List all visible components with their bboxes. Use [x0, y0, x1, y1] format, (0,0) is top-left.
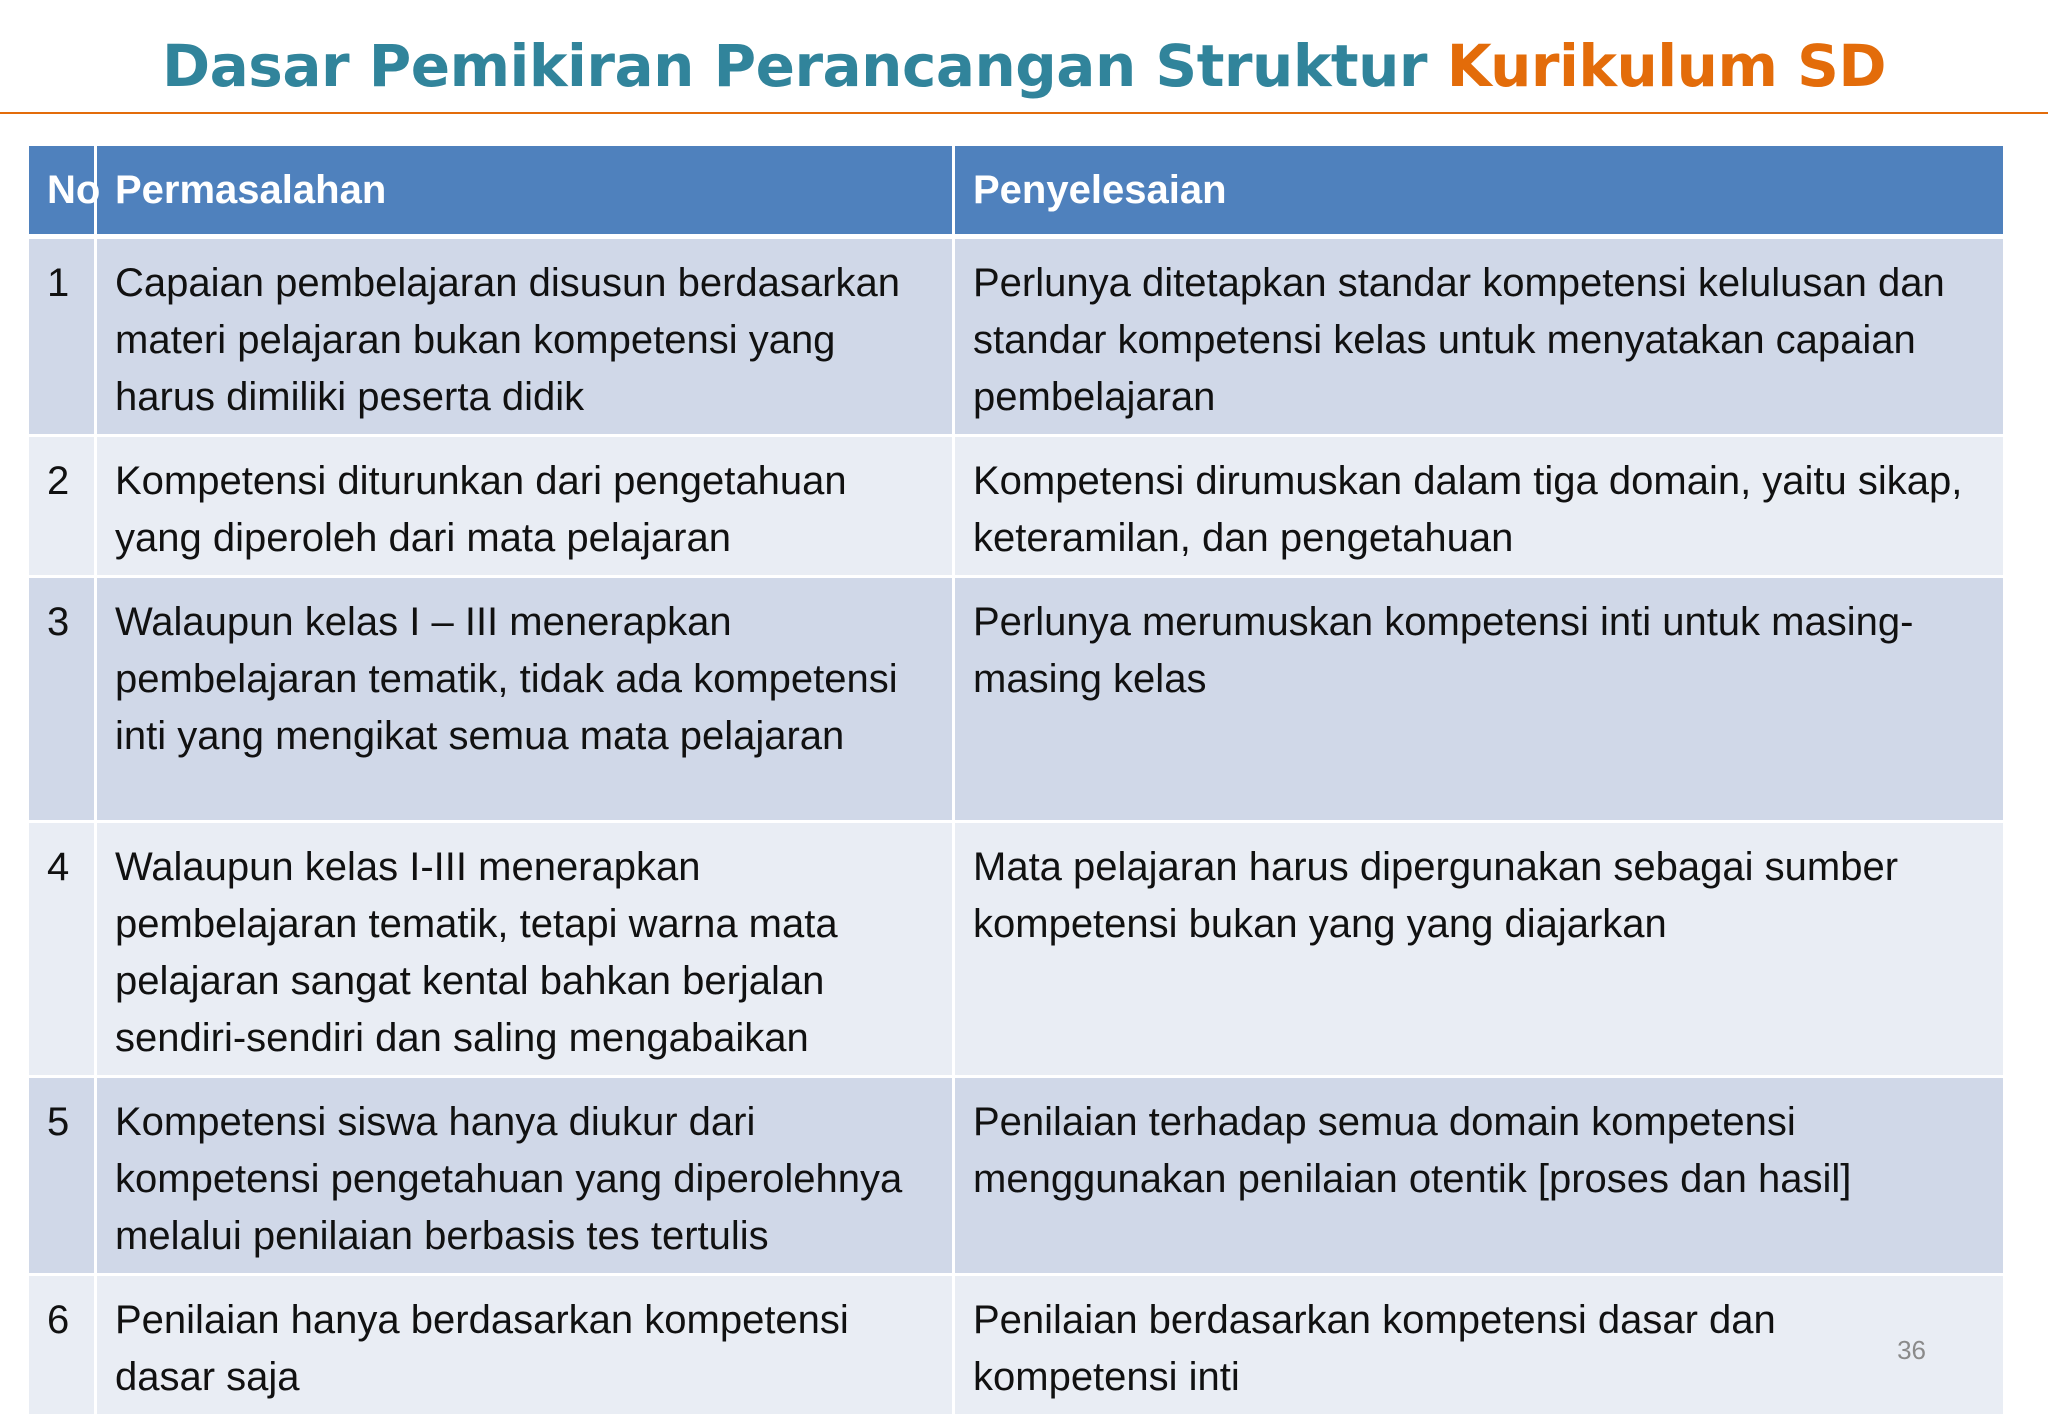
problem-solution-table: [26, 143, 2006, 1417]
header-problem: Permasalahan: [96, 145, 954, 237]
table-row: [28, 237, 2005, 436]
slide-title: [0, 26, 2048, 106]
header-no: No: [28, 145, 96, 237]
title-divider: [0, 112, 2048, 114]
cell-problem: Walaupun kelas I-III menerapkan pembelajaran tematik, tetapi warna mata pelajaran sangat kental bahkan berjalan sendiri-sendiri dan saling mengabaikan: [96, 822, 954, 1077]
table-row: [28, 822, 2005, 1077]
table-row: [28, 1077, 2005, 1275]
cell-problem: Kompetensi siswa hanya diukur dari kompetensi pengetahuan yang diperolehnya melalui penilaian berbasis tes tertulis: [96, 1077, 954, 1275]
table-row: [28, 577, 2005, 822]
cell-problem: Kompetensi diturunkan dari pengetahuan yang diperoleh dari mata pelajaran: [96, 436, 954, 577]
cell-solution: Mata pelajaran harus dipergunakan sebagai sumber kompetensi bukan yang yang diajarkan: [954, 822, 2005, 1077]
table-header-row: [28, 145, 2005, 237]
cell-no: 5: [28, 1077, 96, 1275]
table-row: [28, 1275, 2005, 1416]
cell-no: 6: [28, 1275, 96, 1416]
cell-solution: Perlunya merumuskan kompetensi inti untuk masing-masing kelas: [954, 577, 2005, 822]
cell-problem: Penilaian hanya berdasarkan kompetensi dasar saja: [96, 1275, 954, 1416]
header-solution: Penyelesaian: [954, 145, 2005, 237]
table-row: [28, 436, 2005, 577]
cell-no: 2: [28, 436, 96, 577]
slide-title-accent: Kurikulum SD: [1446, 32, 1886, 100]
cell-no: 1: [28, 237, 96, 436]
cell-no: 4: [28, 822, 96, 1077]
slide-title-main: Dasar Pemikiran Perancangan Struktur: [162, 32, 1447, 100]
cell-solution: Penilaian terhadap semua domain kompetensi menggunakan penilaian otentik [proses dan hasil]: [954, 1077, 2005, 1275]
page-number: 36: [1897, 1335, 1926, 1365]
cell-solution: Perlunya ditetapkan standar kompetensi kelulusan dan standar kompetensi kelas untuk menyatakan capaian pembelajaran: [954, 237, 2005, 436]
cell-solution: Kompetensi dirumuskan dalam tiga domain, yaitu sikap, keteramilan, dan pengetahuan: [954, 436, 2005, 577]
cell-solution: Penilaian berdasarkan kompetensi dasar dan kompetensi inti: [954, 1275, 2005, 1416]
cell-problem: Walaupun kelas I – III menerapkan pembelajaran tematik, tidak ada kompetensi inti yang mengikat semua mata pelajaran: [96, 577, 954, 822]
cell-problem: Capaian pembelajaran disusun berdasarkan materi pelajaran bukan kompetensi yang harus dimiliki peserta didik: [96, 237, 954, 436]
cell-no: 3: [28, 577, 96, 822]
